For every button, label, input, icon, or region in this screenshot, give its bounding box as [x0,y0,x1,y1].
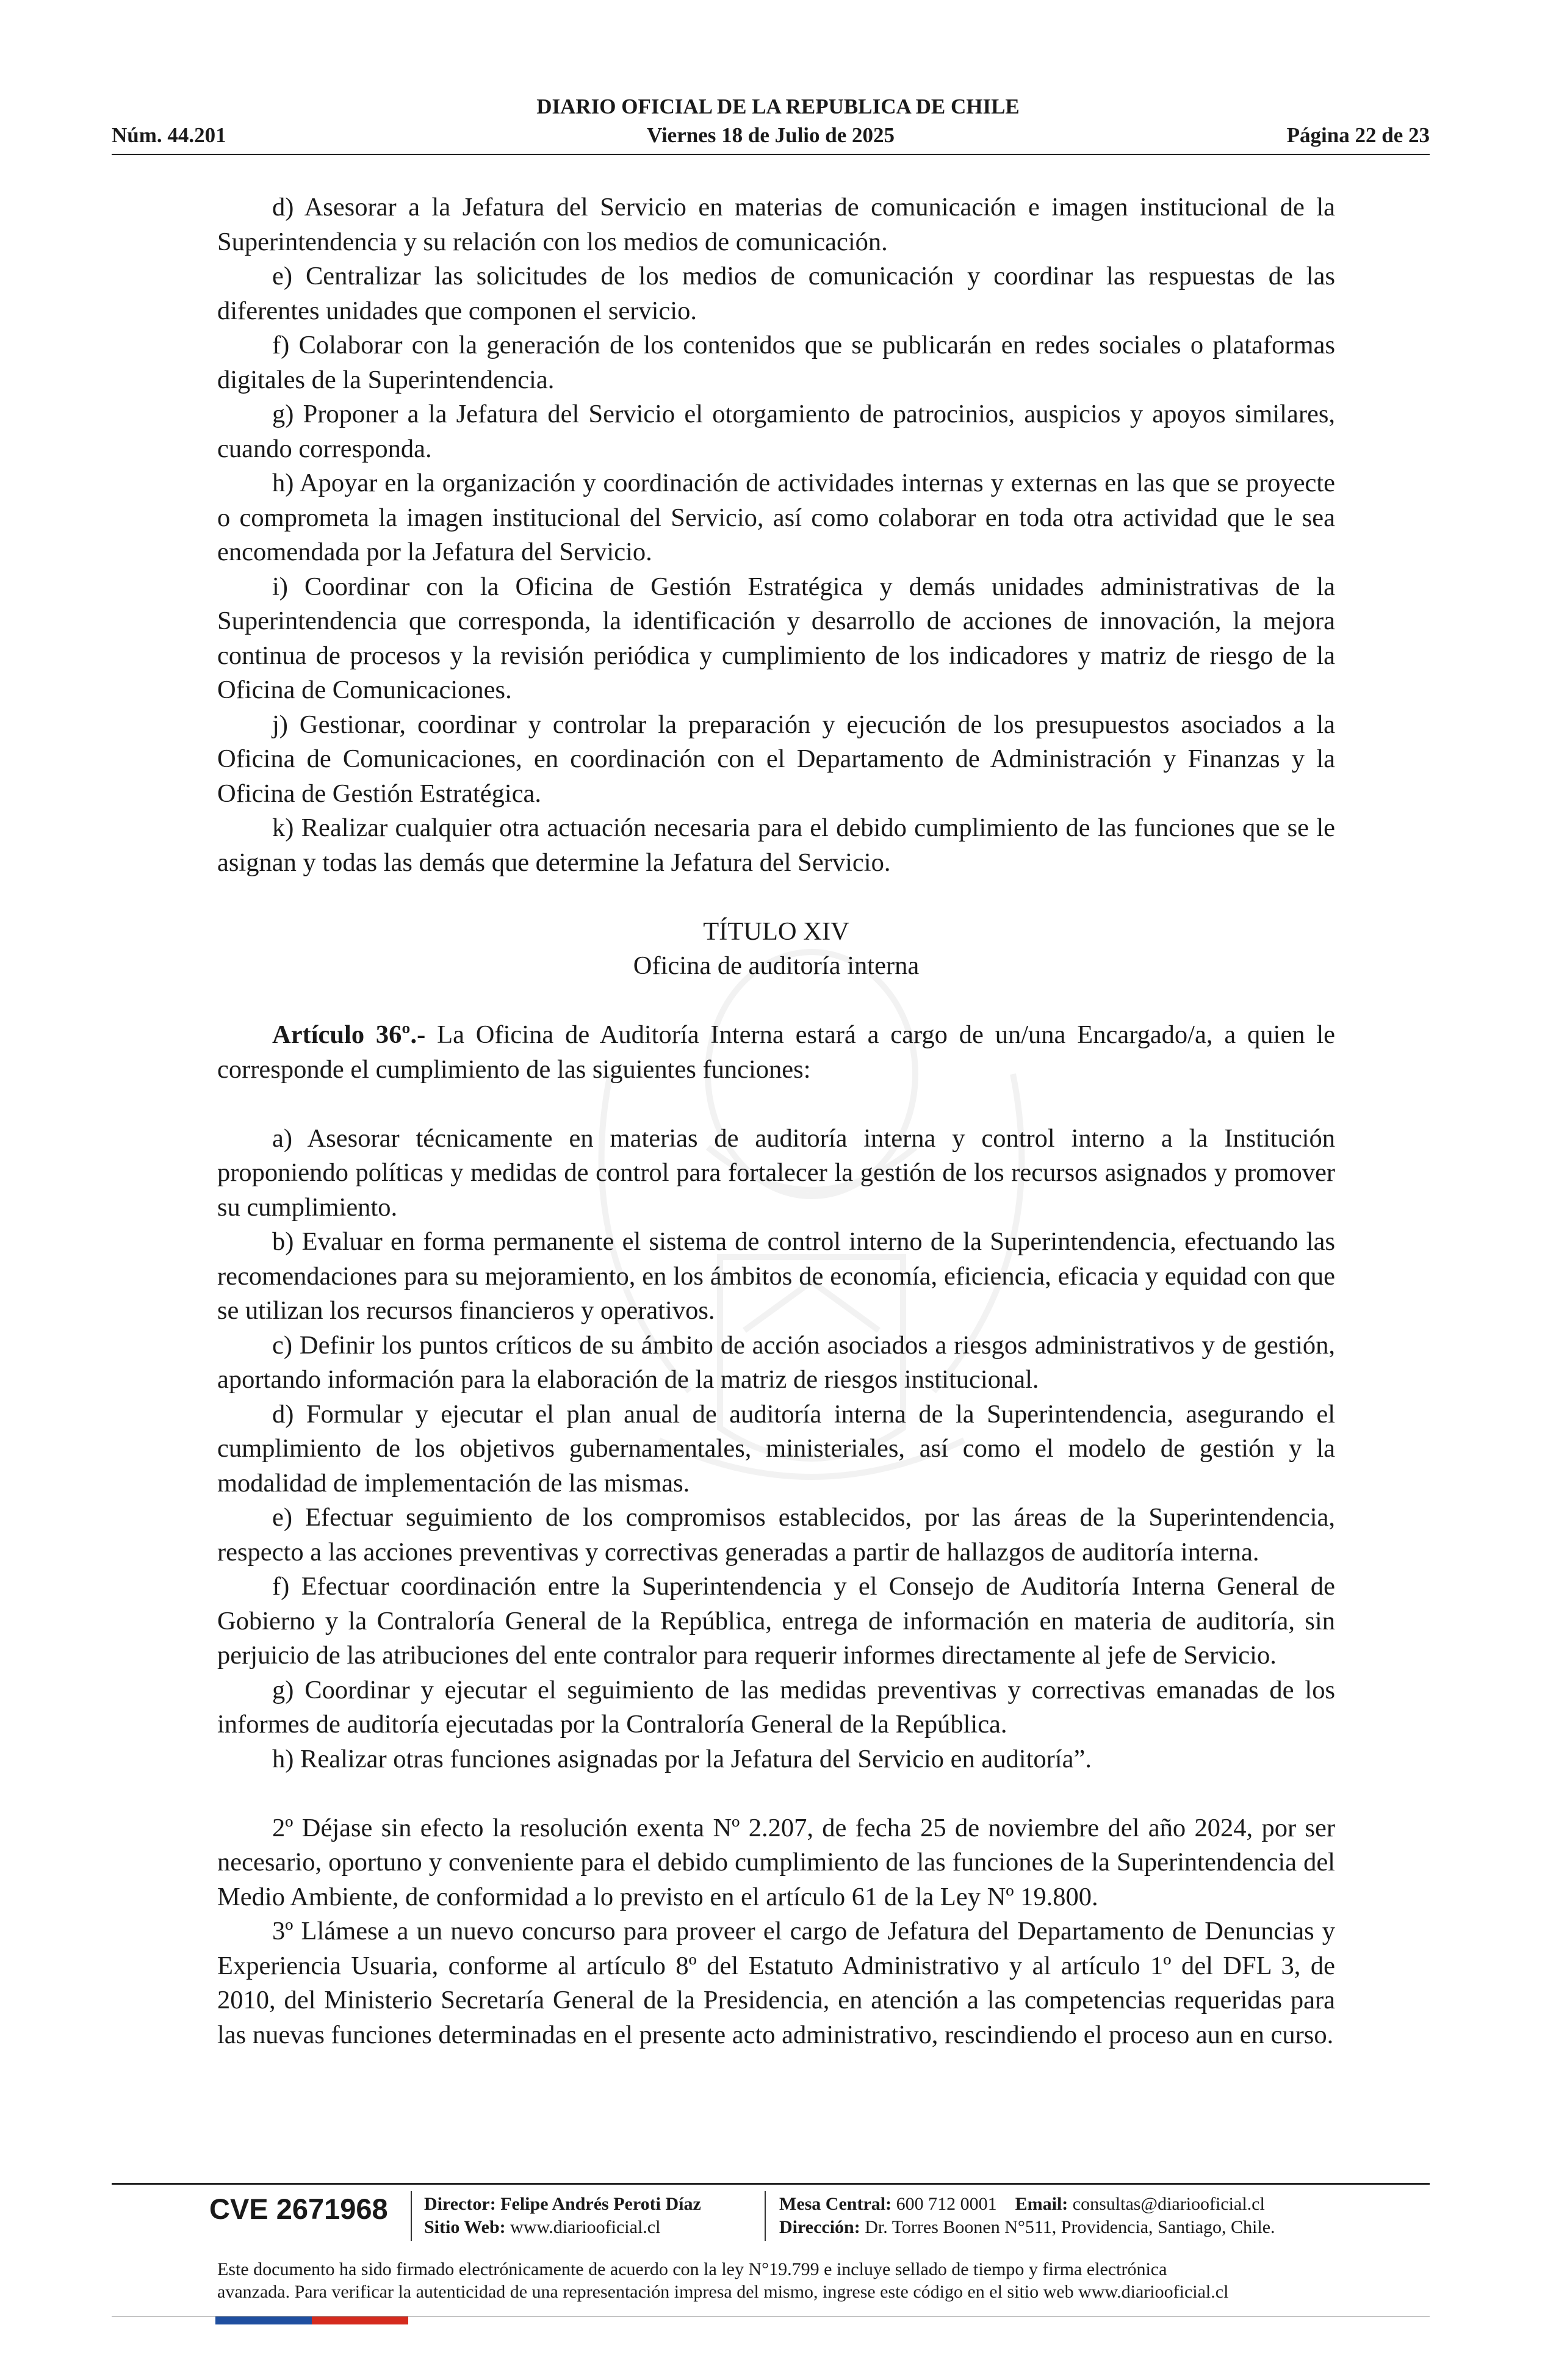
address-label: Dirección: [779,2217,860,2237]
issue-date: Viernes 18 de Julio de 2025 [646,123,895,147]
list-item: f) Colaborar con la generación de los contenidos que se publicarán en redes sociales o plataformas digitales de la Superintendencia. [217,331,1335,394]
address-value: Dr. Torres Boonen N°511, Providencia, Santiago, Chile. [865,2217,1275,2237]
list-item: e) Centralizar las solicitudes de los medios de comunicación y coordinar las respuestas de las diferentes unidades que componen el servicio. [217,262,1335,325]
list-item: d) Asesorar a la Jefatura del Servicio en materias de comunicación e imagen institucional de la Superintendencia y su relación con los medios de comunicación. [217,193,1335,256]
footer-divider [112,2183,1430,2185]
list-item: d) Formular y ejecutar el plan anual de auditoría interna de la Superintendencia, asegurando el cumplimiento de los objetivos gubernamentales, ministeriales, así como el modelo de gestión y la modalidad de implementación de las mismas. [217,1399,1335,1498]
section-title: TÍTULO XIV [703,917,849,946]
flag-bar-red [312,2317,408,2324]
newspaper-title: DIARIO OFICIAL DE LA REPUBLICA DE CHILE [536,95,1020,118]
list-item: e) Efectuar seguimiento de los compromisos establecidos, por las áreas de la Superintendencia, respecto a las acciones preventivas y correctivas generadas a partir de hallazgos de auditoría interna. [217,1503,1335,1567]
list-item: a) Asesorar técnicamente en materias de auditoría interna y control interno a la Institución proponiendo políticas y medidas de control para fortalecer la gestión de los recursos asignados y promover su cumplimiento. [217,1123,1335,1222]
resolution-paragraph: 2º Déjase sin efecto la resolución exenta Nº 2.207, de fecha 25 de noviembre del año 2024, por ser necesario, oportuno y conveniente para el debido cumplimiento de las funciones de la Superintendencia del Medio Ambiente, de conformidad a lo previsto en el artículo 61 de la Ley Nº 19.800. [217,1813,1335,1911]
issue-number: Núm. 44.201 [112,123,226,147]
signature-note [217,2258,1335,2303]
site-label: Sitio Web: [424,2217,506,2237]
article-heading: Artículo 36º.- [272,1020,426,1049]
list-item: b) Evaluar en forma permanente el sistema de control interno de la Superintendencia, efectuando las recomendaciones para su mejoramiento, en los ámbitos de economía, eficiencia, eficacia y equidad con que se utilizan los recursos financieros y operativos. [217,1227,1335,1325]
director-label: Director: [424,2194,496,2214]
article-text: La Oficina de Auditoría Interna estará a cargo de un/una Encargado/a, a quien le corresponde el cumplimiento de las siguientes funciones: [217,1020,1336,1084]
list-item: j) Gestionar, coordinar y controlar la preparación y ejecución de los presupuestos asociados a la Oficina de Comunicaciones, en coordinación con el Departamento de Administración y Finanzas y la Oficina de Gestión Estratégica. [217,710,1335,808]
cve-code: CVE 2671968 [209,2193,388,2225]
footer-separator [765,2191,766,2241]
list-item: h) Realizar otras funciones asignadas por la Jefatura del Servicio en auditoría”. [272,1744,1092,1773]
signature-note-line: Este documento ha sido firmado electrónicamente de acuerdo con la ley N°19.799 e incluye sellado de tiempo y firma electrónica [217,2259,1167,2279]
director-name: Felipe Andrés Peroti Díaz [500,2194,701,2214]
article-paragraph [217,1018,1335,1087]
list-item: g) Proponer a la Jefatura del Servicio el otorgamiento de patrocinios, auspicios y apoyos similares, cuando corresponda. [217,400,1335,463]
footer-director-block [424,2193,701,2239]
list-item: f) Efectuar coordinación entre la Superintendencia y el Consejo de Auditoría Interna General de Gobierno y la Contraloría General de la República, entrega de información en materia de auditoría, sin perjuicio de las atribuciones del ente contralor para requerir informes directamente al jefe de Servicio. [217,1572,1335,1670]
header-divider [112,154,1430,155]
footer-contact-block [779,2193,1275,2239]
list-item: i) Coordinar con la Oficina de Gestión Estratégica y demás unidades administrativas de la Superintendencia que corresponda, la identificación y desarrollo de acciones de innovación, la mejora continua de procesos y la revisión periódica y cumplimiento de los indicadores y matriz de riesgo de la Oficina de Comunicaciones. [217,572,1335,704]
flag-bar-blue [215,2317,312,2324]
list-item: c) Definir los puntos críticos de su ámbito de acción asociados a riesgos administrativos y de gestión, aportando información para la elaboración de la matriz de riesgos institucional. [217,1330,1335,1394]
page-number: Página 22 de 23 [1286,123,1430,147]
flag-bar [215,2317,408,2324]
resolution-paragraph: 3º Llámese a un nuevo concurso para proveer el cargo de Jefatura del Departamento de Denuncias y Experiencia Usuaria, conforme al artículo 8º del Estatuto Administrativo y al artículo 1º del DFL 3, de 2010, del Ministerio Secretaría General de la Presidencia, en atención a las competencias requeridas para las nuevas funciones determinadas en el presente acto administrativo, rescindiendo el proceso aun en curso. [217,1917,1335,2049]
section-subtitle: Oficina de auditoría interna [633,951,920,980]
document-body [217,190,1335,2052]
site-link[interactable]: www.diariooficial.cl [510,2217,661,2237]
footer-separator [411,2191,412,2241]
header-row [112,123,1430,149]
email-link[interactable]: consultas@diariooficial.cl [1072,2194,1265,2214]
signature-note-line: avanzada. Para verificar la autenticidad de una representación impresa del mismo, ingrese este código en el sitio web www.diariooficial.cl [217,2282,1229,2302]
email-label: Email: [1015,2194,1068,2214]
mesa-label: Mesa Central: [779,2194,892,2214]
mesa-value: 600 712 0001 [896,2194,997,2214]
list-item: k) Realizar cualquier otra actuación necesaria para el debido cumplimiento de las funciones que se le asignan y todas las demás que determine la Jefatura del Servicio. [217,813,1335,877]
list-item: h) Apoyar en la organización y coordinación de actividades internas y externas en las que se proyecte o comprometa la imagen institucional del Servicio, así como colaborar en toda otra actividad que le sea encomendada por la Jefatura del Servicio. [217,469,1335,566]
list-item: g) Coordinar y ejecutar el seguimiento de las medidas preventivas y correctivas emanadas de los informes de auditoría ejecutadas por la Contraloría General de la República. [217,1675,1335,1739]
